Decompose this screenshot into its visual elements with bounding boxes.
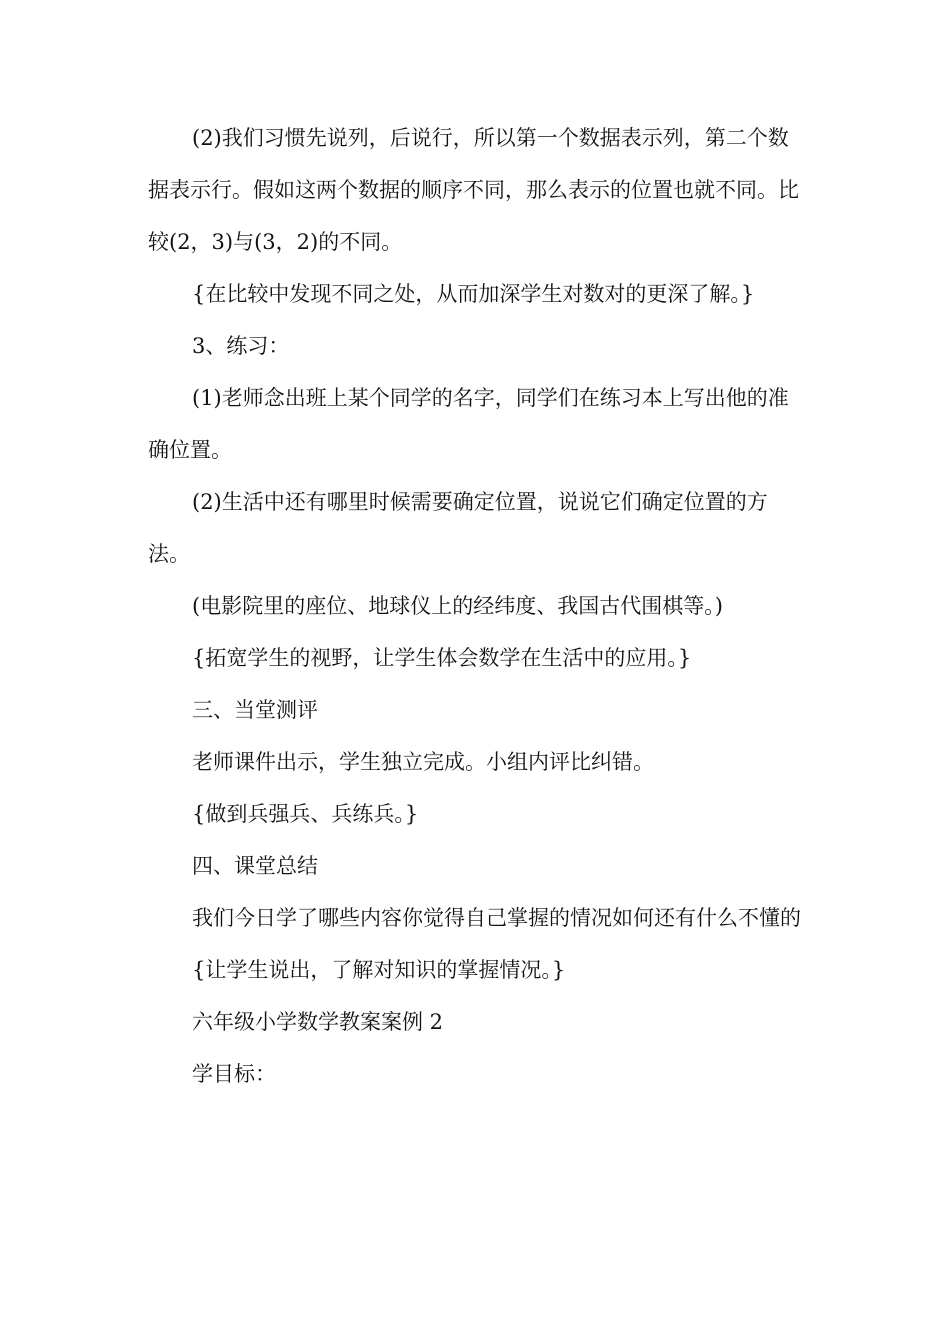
paragraph-1: (2)我们习惯先说列，后说行，所以第一个数据表示列，第二个数据表示行。假如这两个数据的顺序不同，那么表示的位置也就不同。比较(2，3)与(3，2)的不同。 — [148, 126, 799, 254]
document-body — [148, 112, 804, 1100]
paragraph-15: 学目标： — [192, 1062, 276, 1086]
section-heading-4: 四、课堂总结 — [192, 854, 318, 878]
paragraph-3: 3、练习： — [192, 334, 290, 358]
paragraph-2: {在比较中发现不同之处，从而加深学生对数对的更深了解。} — [192, 282, 755, 306]
paragraph-5: (2)生活中还有哪里时候需要确定位置，说说它们确定位置的方法。 — [148, 490, 768, 566]
paragraph-6: (电影院里的座位、地球仪上的经纬度、我国古代围棋等。) — [192, 594, 723, 618]
paragraph-13: {让学生说出，了解对知识的掌握情况。} — [192, 958, 566, 982]
paragraph-12: 我们今日学了哪些内容你觉得自己掌握的情况如何还有什么不懂的 — [192, 906, 801, 930]
paragraph-4: (1)老师念出班上某个同学的名字，同学们在练习本上写出他的准确位置。 — [148, 386, 789, 462]
section-heading-3: 三、当堂测评 — [192, 698, 318, 722]
paragraph-10: {做到兵强兵、兵练兵。} — [192, 802, 419, 826]
paragraph-9: 老师课件出示，学生独立完成。小组内评比纠错。 — [192, 750, 654, 774]
paragraph-7: {拓宽学生的视野，让学生体会数学在生活中的应用。} — [192, 646, 692, 670]
case-title: 六年级小学数学教案案例 2 — [192, 1010, 444, 1034]
